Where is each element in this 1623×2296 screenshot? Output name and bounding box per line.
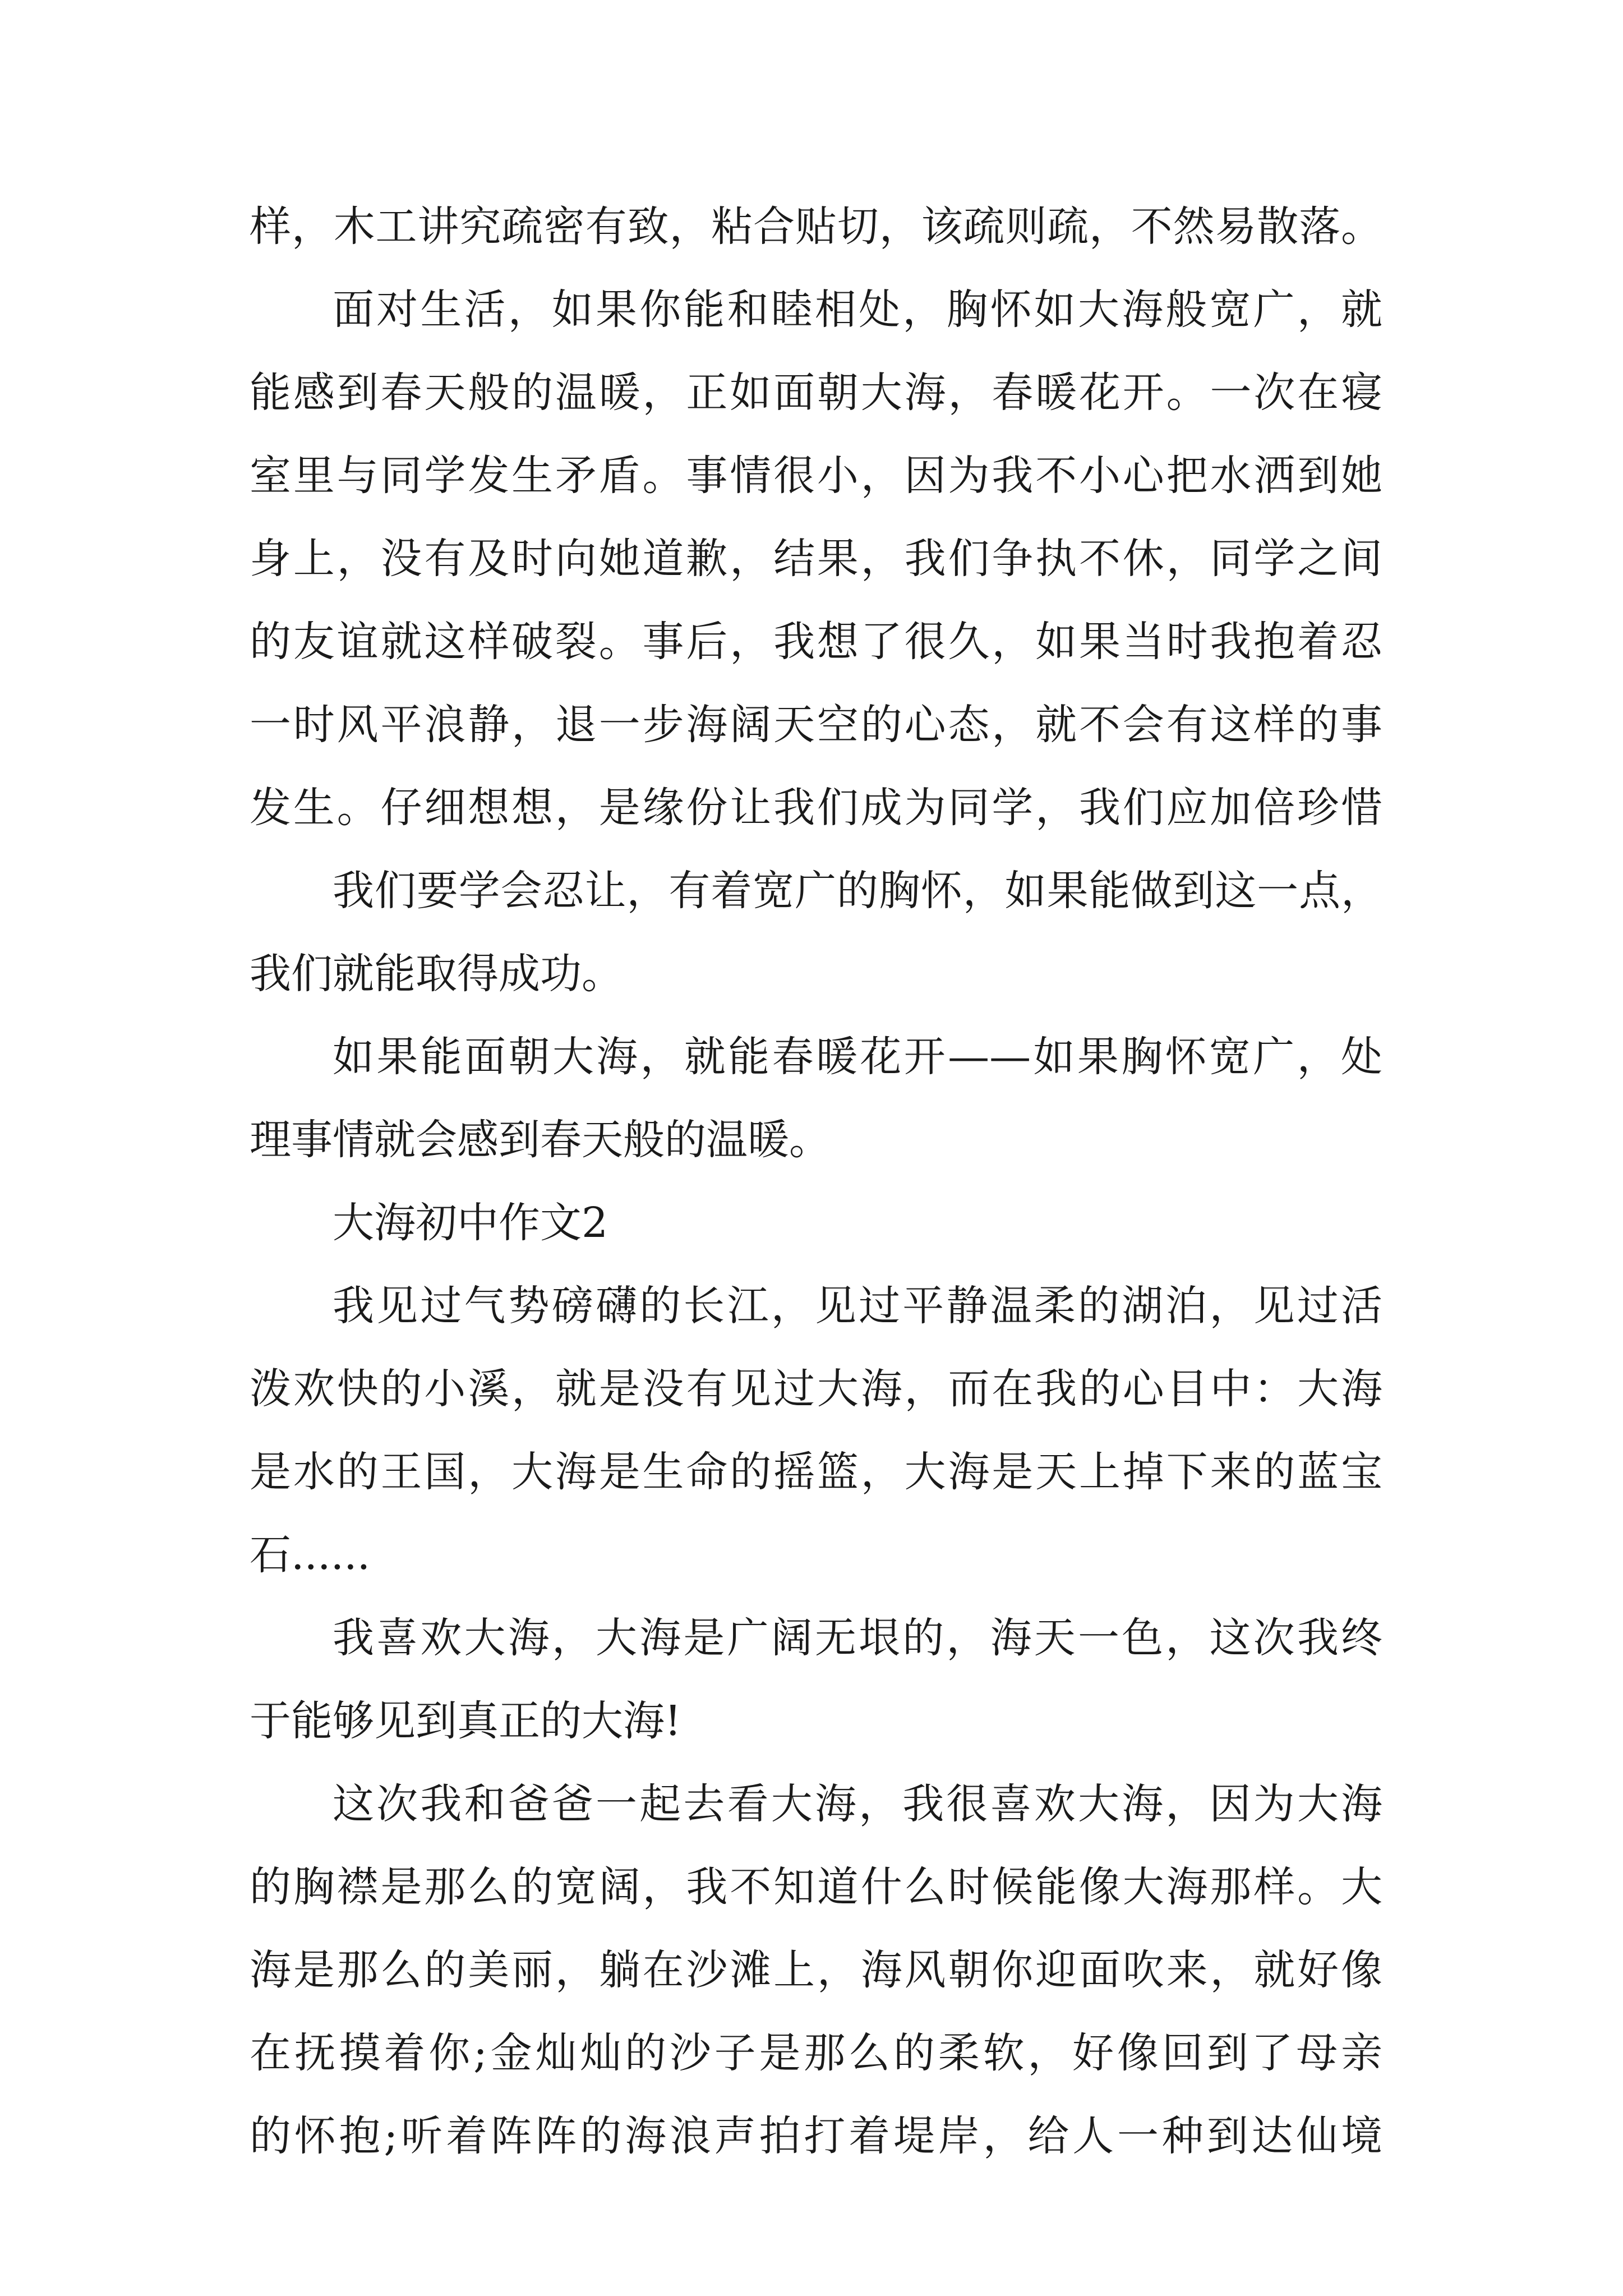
text-line: 如果能面朝大海，就能春暖花开——如果胸怀宽广，处 — [333, 1033, 1382, 1081]
text-line: 我们要学会忍让，有着宽广的胸怀，如果能做到这一点， — [333, 867, 1382, 915]
text-line: 石...... — [250, 1531, 371, 1579]
paragraph — [250, 849, 1382, 1015]
paragraph — [250, 1763, 1382, 2178]
text-line: 我喜欢大海，大海是广阔无垠的，海天一色，这次我终 — [333, 1614, 1382, 1662]
paragraph — [250, 1596, 1382, 1763]
section-heading — [250, 1181, 1382, 1264]
text-line: 的胸襟是那么的宽阔，我不知道什么时候能像大海那样。大 — [250, 1863, 1382, 1911]
text-line: 这次我和爸爸一起去看大海，我很喜欢大海，因为大海 — [333, 1780, 1382, 1828]
heading-text: 大海初中作文2 — [333, 1199, 608, 1247]
text-line: 发生。仔细想想，是缘份让我们成为同学，我们应加倍珍惜 — [250, 784, 1382, 832]
text-line: 我们就能取得成功。 — [250, 950, 623, 998]
text-line: 室里与同学发生矛盾。事情很小，因为我不小心把水洒到她 — [250, 452, 1382, 500]
text-line: 的怀抱;听着阵阵的海浪声拍打着堤岸，给人一种到达仙境 — [250, 2112, 1382, 2160]
paragraph — [250, 185, 1382, 268]
text-line: 能感到春天般的温暖，正如面朝大海，春暖花开。一次在寝 — [250, 369, 1382, 417]
paragraph — [250, 1264, 1382, 1596]
text-line: 理事情就会感到春天般的温暖。 — [250, 1116, 831, 1164]
text-line: 于能够见到真正的大海! — [250, 1697, 681, 1745]
text-line: 我见过气势磅礴的长江，见过平静温柔的湖泊，见过活 — [333, 1282, 1382, 1330]
paragraph — [250, 1015, 1382, 1181]
text-line: 的友谊就这样破裂。事后，我想了很久，如果当时我抱着忍 — [250, 618, 1382, 666]
text-line: 样，木工讲究疏密有致，粘合贴切，该疏则疏，不然易散落。 — [250, 203, 1382, 251]
text-line: 一时风平浪静，退一步海阔天空的心态，就不会有这样的事 — [250, 701, 1382, 749]
text-line: 泼欢快的小溪，就是没有见过大海，而在我的心目中：大海 — [250, 1365, 1382, 1413]
document-page — [250, 185, 1382, 2178]
text-line: 面对生活，如果你能和睦相处，胸怀如大海般宽广，就 — [333, 286, 1382, 334]
text-line: 身上，没有及时向她道歉，结果，我们争执不休，同学之间 — [250, 535, 1382, 583]
paragraph — [250, 268, 1382, 849]
text-line: 是水的王国，大海是生命的摇篮，大海是天上掉下来的蓝宝 — [250, 1448, 1382, 1496]
text-line: 在抚摸着你;金灿灿的沙子是那么的柔软，好像回到了母亲 — [250, 2029, 1382, 2077]
text-line: 海是那么的美丽，躺在沙滩上，海风朝你迎面吹来，就好像 — [250, 1946, 1382, 1994]
